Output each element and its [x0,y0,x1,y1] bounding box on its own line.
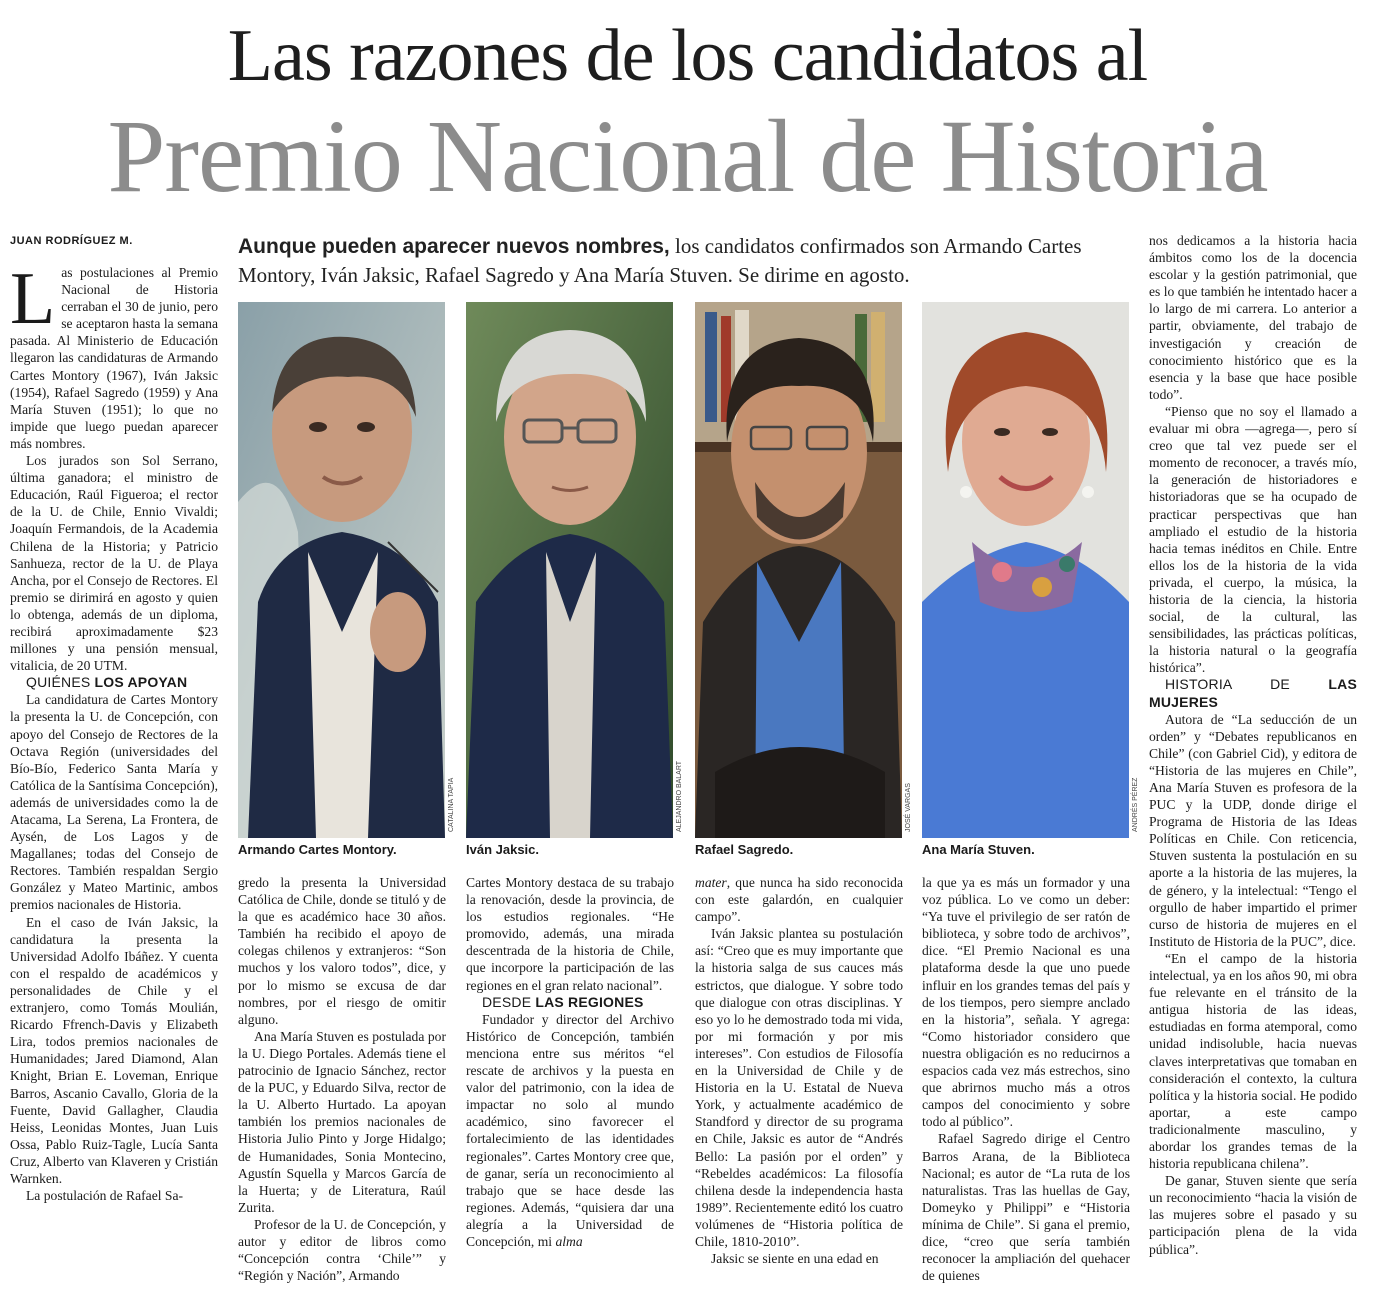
article-paragraph: Autora de “La seducción de un orden” y “Debates republicanos en Chile” (con Gabriel Cid), y editora de “Historia de las mujeres en Chile”, Ana María Stuven es profesora de la PUC y la UDP, donde dirige el Programa de Historia de las Ideas Políticas en Chile. Con reticencia, Stuven sustenta la postulación en su aporte a la historia de las mujeres, la de género, y la intelectual: “Tengo el orgullo de haber impartido el primer curso de historia de mujeres en el Instituto de Historia de la PUC”, dice. [1149,711,1357,949]
article-paragraph: la que ya es más un formador y una voz pública. Lo ve como un deber: “Ya tuve el privilegio de ser ratón de biblioteca, y sobre todo de archivos”, dice. “El Premio Nacional es una plataforma desde la que uno puede influir en los grandes temas del país y de los tiempos, pero siempre anclado en la historia”, señala. Y agrega: “Como historiador considero que nuestra obligación es no reducirnos a espacios cada vez más estrechos, sino que abrirnos mucho más a otros campos del conocimiento y sobre todo al público”. [922,875,1130,1130]
article-paragraph: De ganar, Stuven siente que sería un reconocimiento “hacia la visión de las mujeres sobre el pasado y su participación plena de la vida pública”. [1149,1173,1357,1257]
photo-caption: Ana María Stuven. [922,842,1035,857]
lede-text: los candidatos confirmados son Armando Cartes Montory, Iván Jaksic, Rafael Sagredo y Ana María Stuven. Se dirime en agosto. [238,234,1082,287]
article-paragraph: Las postulaciones al Premio Nacional de Historia cerraban el 30 de junio, pero se aceptaron hasta la semana pasada. Al Ministerio de Educación llegaron las candidaturas de Armando Cartes Montory (1967), Iván Jaksic (1954), Rafael Sagredo (1959) y Ana María Stuven (1951); lo que no impide que luego puedan aparecer más nombres. [10,258,218,451]
photo-credit: CATALINA TAPIA [448,777,455,832]
photo-caption: Iván Jaksic. [466,842,539,857]
article-paragraph: Cartes Montory destaca de su trabajo la renovación, desde la provincia, de los estudios regionales. “He promovido, además, una mirada descentrada de la historia de Chile, que incorpore la participación de las regiones en el gran relato nacional”. [466,875,674,993]
article-paragraph: nos dedicamos a la historia hacia ámbitos como los de la docencia escolar y la gestión patrimonial, que es lo que también he intentado hacer a lo largo de mi carrera. Lo anterior a partir, obviamente, del trabajo de investigación y creación de conocimiento histórico que es la esencia y la base que hace posible todo”. [1149,233,1357,402]
article-paragraph: Rafael Sagredo dirige el Centro Barros Arana, de la Biblioteca Nacional; es autor de “La ruta de los naturalistas. Tras las huellas de Gay, Domeyko y Philippi” e “Historia mínima de Chile”. Si gana el premio, dice, “creo que sería también reconocer la ampliación del quehacer de quienes [922,1131,1130,1284]
article-paragraph: Los jurados son Sol Serrano, última ganadora; el ministro de Educación, Raúl Figueroa; el rector de la U. de Chile, Ennio Vivaldi; Joaquín Fermandois, de la Academia Chilena de la Historia; y Patricio Sanhueza, rector de la U. de Playa Ancha, por el Consejo de Rectores. El premio se dirimirá en agosto y quien lo obtenga, además de un diploma, recibirá aproximadamente $23 millones y una pensión mensual, vitalicia, de 20 UTM. [10,453,218,674]
article-paragraph: Iván Jaksic plantea su postulación así: “Creo que es muy importante que la historia salga de sus cauces más estrictos, que dialogue. Y sobre todo que dialogue con otras disciplinas. Y eso yo lo he demostrado toda mi vida, por mi formación y por mis intereses”. Con estudios de Filosofía en la Universidad de Chile y de Historia en la U. Estatal de Nueva York, y actualmente académico de Standford y director de su programa en Chile, Jaksic es autor de “Andrés Bello: La pasión por el orden” y “Rebeldes académicos: La filosofía chilena desde la independencia hasta 1989”. Recientemente editó los cuatro volúmenes de “Historia política de Chile, 1810-2010”. [695,926,903,1249]
photo-credit: ANDRÉS PÉREZ [1132,777,1139,832]
article-column-2 [238,874,446,1284]
headline-line1: Las razones de los candidatos al [227,15,1148,97]
article-paragraph: La postulación de Rafael Sa- [26,1188,184,1204]
lede [238,232,1138,290]
article-paragraph: Fundador y director del Archivo Histórico de Concepción, también menciona entre sus méritos “el rescate de archivos y la puesta en valor del patrimonio, con la idea de impactar no solo al mundo académico, sino favorecer el fortalecimiento de las identidades regionales”. Cartes Montory cree que, de ganar, sería un reconocimiento al trabajo que se hace desde las regiones. Además, “quisiera dar una alegría a la Universidad de Concepción, mi alma [466,1011,674,1249]
photo-sagredo [695,302,912,838]
photo-stuven [922,302,1139,838]
photo-credit: JOSÉ VARGAS [905,783,912,832]
article-paragraph: Ana María Stuven es postulada por la U. Diego Portales. Además tiene el patrocinio de Ignacio Sánchez, rector de la PUC, y Eduardo Silva, rector de la U. Alberto Hurtado. La apoyan también los premios nacionales de Historia Julio Pinto y Jorge Hidalgo; de Humanidades, Sonia Montecino, Agustín Squella y Marcos García de la Huerta; y de Literatura, Raúl Zurita. [238,1028,446,1215]
article-paragraph: En el caso de Iván Jaksic, la candidatura la presenta la Universidad Adolfo Ibáñez. Y cuenta con el respaldo de académicos y personalidades de Chile y el extranjero, como Tomás Moulián, Ricardo Ffrench-Davis y Elizabeth Lira, todos premios nacionales de Humanidades; Jared Diamond, Alan Knight, Brian E. Loveman, Enrique Barros, Ascanio Cavallo, Gloria de la Fuente, David Gallagher, Claudia Heiss, Leonidas Montes, Juan Luis Ossa, Pablo Ruiz-Tagle, Lucía Santa Cruz, Alberto van Klaveren y Cristián Warnken. [10,914,218,1186]
article-paragraph: “En el campo de la historia intelectual, ya en los años 90, mi obra fue relevante en el tránsito de la antigua historia de las ideas, estudiadas en forma atemporal, como unidad indisoluble, hacia nuevas claves interpretativas que tomaban en consideración el contexto, la cultura política y la historia social. He podido aportar, a este campo tradicionalmente masculino, y abordar los grandes temas de la historia republicana chilena”. [1149,950,1357,1172]
article-paragraph: La candidatura de Cartes Montory la presenta la U. de Concepción, con apoyo del Consejo de Rectores de la Octava Región (universidades del Bío-Bío, Federico Santa María y Católica de la Santísima Concepción), además de universidades como la de Atacama, La Serena, La Frontera, de Aysén, de Los Lagos y de Magallanes; todas del Consejo de Rectores. También respaldan Sergio González y Mateo Martinic, ambos premios nacionales de Historia. [10,692,219,913]
article-paragraph: mater, que nunca ha sido reconocida con este galardón, en cualquier campo”. [695,875,903,925]
photo-cartes [238,302,455,838]
article-column-5 [922,874,1130,1284]
byline: JUAN RODRÍGUEZ M. [10,235,133,247]
article-column-1 [10,258,219,1204]
lede-bold: Aunque pueden aparecer nuevos nombres, [238,235,670,258]
subheading: HISTORIA DE LAS MUJERES [1149,676,1357,710]
article-column-4 [695,874,903,1267]
article-paragraph: Jaksic se siente en una edad en [711,1251,879,1267]
headline-line2: Premio Nacional de Historia [107,99,1268,214]
article-paragraph: “Pienso que no soy el llamado a evaluar mi obra —agrega—, pero sí creo que tal vez puede ser el momento de reconocer, a través mío, la generación de historiadores e historiadoras que se ha ocupado de practicar perspectivas que han ampliado el estudio de la historia hacia temas inéditos en Chile. Entre ellos los de la historia de la vida privada, el cuerpo, la música, la historia de la ciencia, la historia social, de la cultural, las sensibilidades, las prácticas políticas, la historia natural o la geografía histórica”. [1149,403,1357,676]
article-column-6 [1149,232,1357,1258]
photo-caption: Armando Cartes Montory. [238,842,397,857]
photo-caption: Rafael Sagredo. [695,842,794,857]
photo-credit: ALEJANDRO BALART [676,760,683,832]
article-paragraph: Profesor de la U. de Concepción, y autor y editor de libros como “Concepción contra ‘Chile’” y “Región y Nación”, Armando [238,1216,446,1284]
article-paragraph: gredo la presenta la Universidad Católica de Chile, donde se tituló y de la que es académico hace 30 años. También ha recibido el apoyo de colegas chilenos y extranjeros: “Son muchos y los valoro todos”, dice, y por lo mismo se excusa de dar nombres, por el riesgo de omitir alguno. [238,875,446,1027]
subheading: DESDE LAS REGIONES [482,993,644,1010]
subheading: QUIÉNES LOS APOYAN [26,674,188,691]
article-column-3 [466,874,674,1250]
photo-jaksic [466,302,683,838]
drop-cap: L [10,258,56,340]
